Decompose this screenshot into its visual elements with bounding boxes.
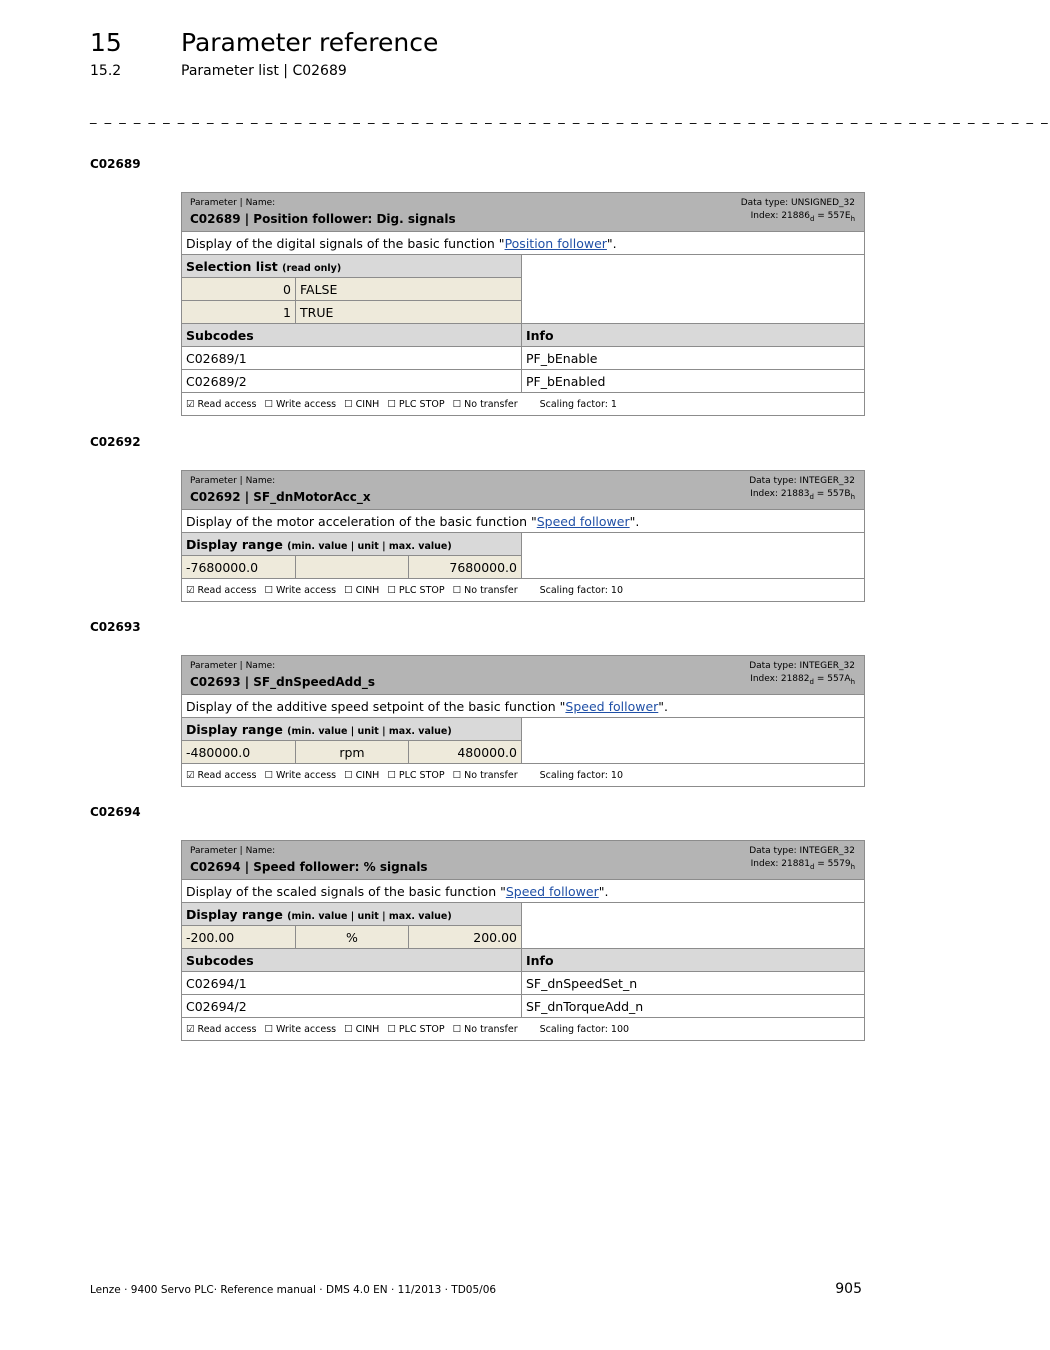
param-description: Display of the scaled signals of the basic function "Speed follower". [182, 880, 865, 903]
param-name: C02693 | SF_dnSpeedAdd_s [190, 675, 375, 689]
data-type: Data type: INTEGER_32 [749, 476, 855, 486]
selection-text: TRUE [296, 301, 522, 324]
subcodes-header: Subcodes [182, 324, 522, 347]
page-number: 905 [835, 1281, 862, 1297]
speed-follower-link[interactable]: Speed follower [505, 883, 599, 899]
table-row [182, 972, 865, 995]
subcodes-header: Subcodes [182, 949, 522, 972]
subcode-info: SF_dnTorqueAdd_n [522, 995, 865, 1018]
param-name: C02689 | Position follower: Dig. signals [190, 212, 456, 226]
param-name-caption: Parameter | Name: [190, 661, 276, 671]
param-index: Index: $21886_d = 557E_h$ [750, 211, 855, 223]
empty-cell [522, 718, 865, 764]
range-min: -7680000.0 [182, 556, 296, 579]
position-follower-link[interactable]: Position follower [504, 235, 607, 251]
param-table-c02692 [181, 470, 865, 602]
param-index: Index: $21881_d = 5579_h$ [750, 859, 855, 871]
subcode: C02694/1 [182, 972, 522, 995]
param-name-caption: Parameter | Name: [190, 476, 276, 486]
info-header: Info [522, 324, 865, 347]
selection-value: 1 [182, 301, 296, 324]
param-table-c02693 [181, 655, 865, 787]
range-min: -200.00 [182, 926, 296, 949]
data-type: Data type: UNSIGNED_32 [740, 198, 855, 208]
subcode-info: PF_bEnable [522, 347, 865, 370]
display-range-header: Display range (min. value | unit | max. value) [182, 903, 522, 926]
scaling-factor: Scaling factor: 10 [539, 584, 624, 596]
empty-cell [522, 533, 865, 579]
selection-text: FALSE [296, 278, 522, 301]
access-flags: ☑ Read access ☐ Write access ☐ CINH ☐ PLC STOP ☐ No transfer Scaling factor: 1 [182, 393, 865, 416]
param-label-c02689: C02689 [90, 157, 141, 171]
subcode: C02689/2 [182, 370, 522, 393]
param-name-caption: Parameter | Name: [190, 198, 276, 208]
table-row [182, 347, 865, 370]
param-name: C02694 | Speed follower: % signals [190, 860, 428, 874]
section-title: Parameter list | C02689 [181, 63, 347, 79]
chapter-title: Parameter reference [181, 28, 439, 57]
param-description: Display of the motor acceleration of the basic function "Speed follower". [182, 510, 865, 533]
range-max: 200.00 [409, 926, 522, 949]
param-name-caption: Parameter | Name: [190, 846, 276, 856]
range-max: 480000.0 [409, 741, 522, 764]
access-flags: ☑ Read access ☐ Write access ☐ CINH ☐ PLC STOP ☐ No transfer Scaling factor: 10 [182, 579, 865, 602]
subcode: C02689/1 [182, 347, 522, 370]
display-range-header: Display range (min. value | unit | max. value) [182, 718, 522, 741]
subcode-info: PF_bEnabled [522, 370, 865, 393]
table-row [182, 995, 865, 1018]
param-name: C02692 | SF_dnMotorAcc_x [190, 490, 371, 504]
param-table-c02689 [181, 192, 865, 416]
param-index: Index: $21882_d = 557A_h$ [750, 674, 855, 686]
param-description: Display of the additive speed setpoint of the basic function "Speed follower". [182, 695, 865, 718]
access-flags: ☑ Read access ☐ Write access ☐ CINH ☐ PLC STOP ☐ No transfer Scaling factor: 100 [182, 1018, 865, 1041]
data-type: Data type: INTEGER_32 [749, 661, 855, 671]
selection-list-header: Selection list (read only) [182, 255, 522, 278]
param-description: Display of the digital signals of the basic function "Position follower". [182, 232, 865, 255]
header-divider: _ _ _ _ _ _ _ _ _ _ _ _ _ _ _ _ _ _ _ _ _ _ _ _ _ _ _ _ _ _ _ _ _ _ _ _ _ _ _ _ _ _ _ _ _ _ _ _ _ _ _ _ _ _ _ _ _ _ _ _ _ _ _ _ _ _ [90, 110, 1050, 125]
section-number: 15.2 [90, 63, 122, 79]
subcode-info: SF_dnSpeedSet_n [522, 972, 865, 995]
data-type: Data type: INTEGER_32 [749, 846, 855, 856]
param-label-c02693: C02693 [90, 620, 141, 634]
range-unit: rpm [296, 741, 409, 764]
subcode: C02694/2 [182, 995, 522, 1018]
access-flags: ☑ Read access ☐ Write access ☐ CINH ☐ PLC STOP ☐ No transfer Scaling factor: 10 [182, 764, 865, 787]
empty-cell [522, 255, 865, 324]
selection-value: 0 [182, 278, 296, 301]
speed-follower-link[interactable]: Speed follower [536, 513, 630, 529]
scaling-factor: Scaling factor: 100 [539, 1023, 630, 1035]
document-footer: Lenze · 9400 Servo PLC· Reference manual · DMS 4.0 EN · 11/2013 · TD05/06 [90, 1284, 497, 1296]
range-unit [296, 556, 409, 579]
table-row [182, 370, 865, 393]
scaling-factor: Scaling factor: 1 [539, 398, 617, 410]
range-max: 7680000.0 [409, 556, 522, 579]
param-label-c02692: C02692 [90, 435, 141, 449]
param-label-c02694: C02694 [90, 805, 141, 819]
chapter-number: 15 [90, 28, 122, 57]
display-range-header: Display range (min. value | unit | max. value) [182, 533, 522, 556]
param-table-c02694 [181, 840, 865, 1041]
scaling-factor: Scaling factor: 10 [539, 769, 624, 781]
empty-cell [522, 903, 865, 949]
info-header: Info [522, 949, 865, 972]
range-min: -480000.0 [182, 741, 296, 764]
speed-follower-link[interactable]: Speed follower [565, 698, 659, 714]
param-index: Index: $21883_d = 557B_h$ [750, 489, 855, 501]
range-unit: % [296, 926, 409, 949]
